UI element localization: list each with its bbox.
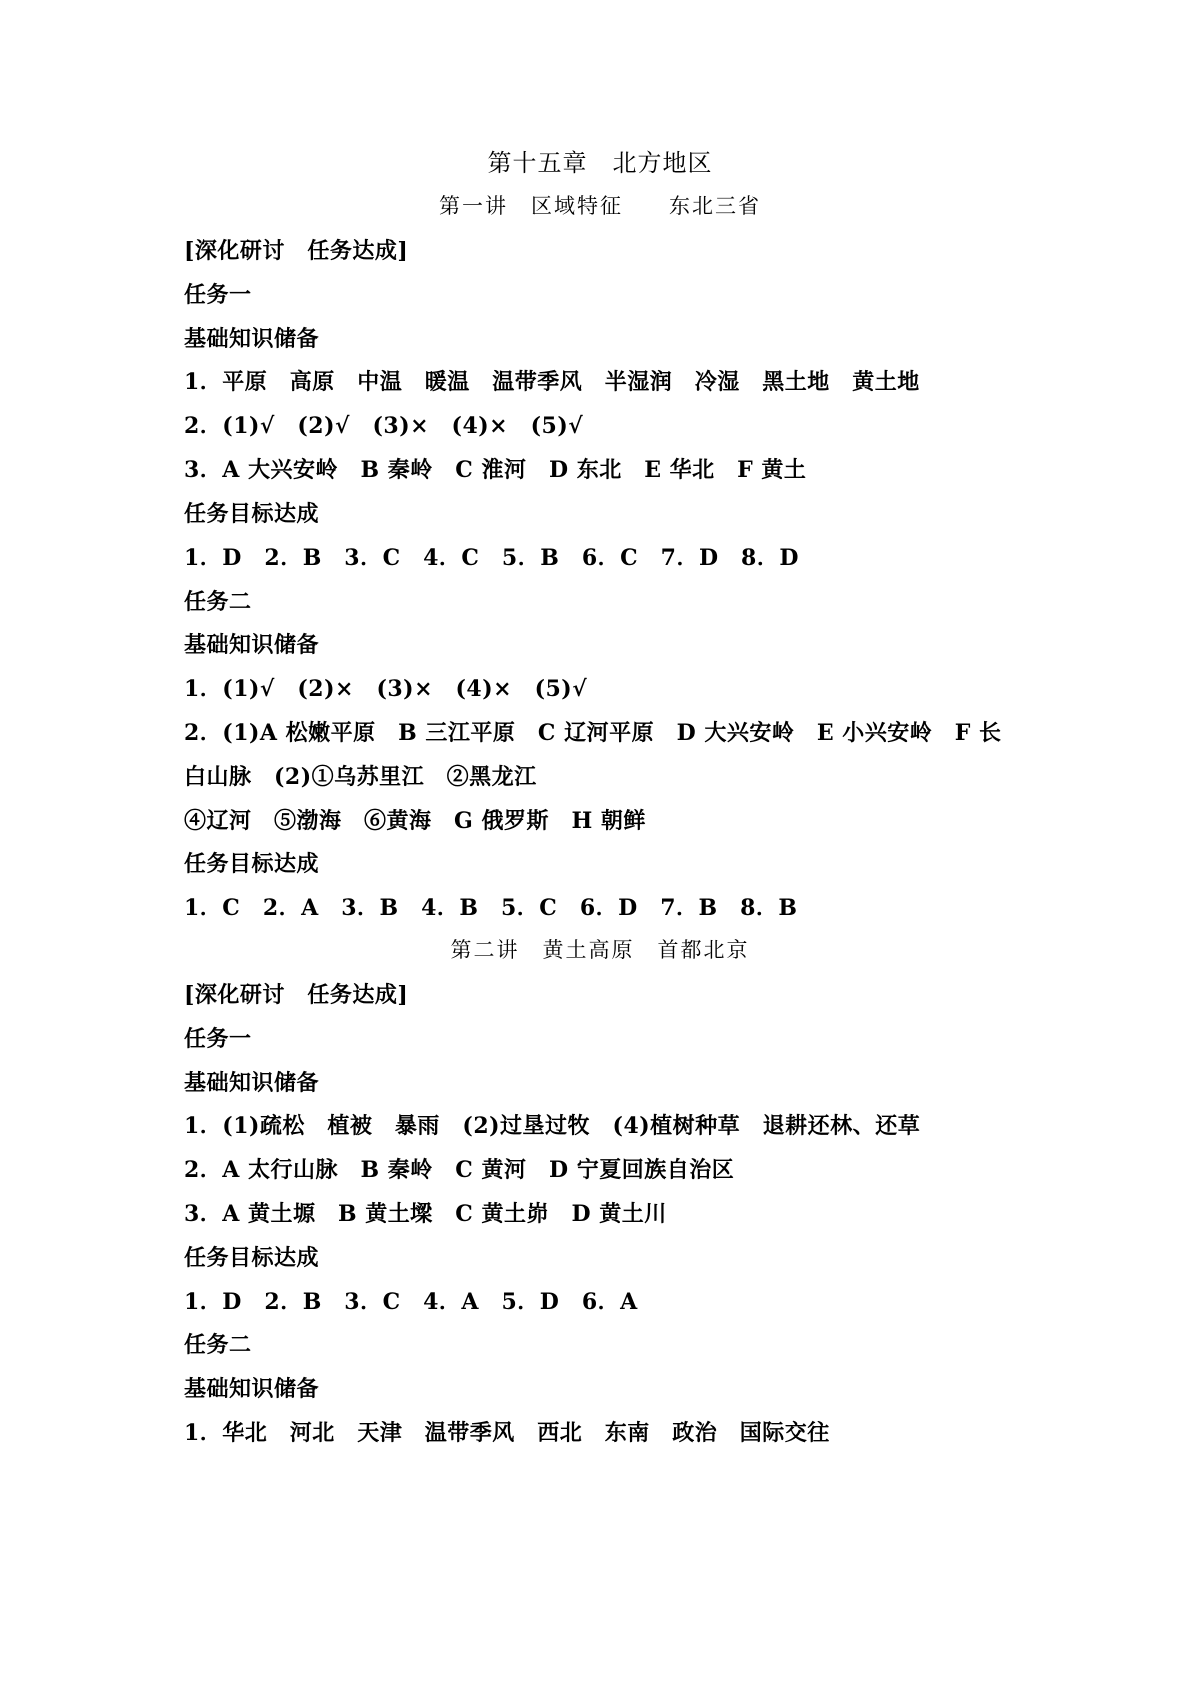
basic-knowledge-heading: 基础知识储备 [184, 1070, 320, 1096]
answer-line: 3．A 大兴安岭 B 秦岭 C 淮河 D 东北 E 华北 F 黄土 [184, 457, 807, 483]
task-1-title: 任务一 [184, 282, 252, 308]
basic-knowledge-heading: 基础知识储备 [184, 632, 320, 658]
task-goal-heading: 任务目标达成 [184, 1245, 320, 1271]
task-goal-heading: 任务目标达成 [184, 851, 320, 877]
task-2-title: 任务二 [184, 1332, 252, 1358]
section-heading: [深化研讨 任务达成] [184, 238, 409, 264]
answer-line: 1．(1)√ (2)× (3)× (4)× (5)√ [184, 676, 588, 702]
answer-line: 1．平原 高原 中温 暖温 温带季风 半湿润 冷湿 黑土地 黄土地 [184, 369, 920, 395]
answer-line: 1．D 2．B 3．C 4．A 5．D 6．A [184, 1289, 638, 1315]
task-2-title: 任务二 [184, 589, 252, 615]
section-heading: [深化研讨 任务达成] [184, 982, 409, 1008]
lecture-1-title: 第一讲 区域特征 东北三省 [439, 194, 761, 218]
basic-knowledge-heading: 基础知识储备 [184, 1376, 320, 1402]
chapter-title: 第十五章 北方地区 [487, 149, 713, 177]
lecture-2-title: 第二讲 黄土高原 首都北京 [450, 938, 750, 962]
answer-line: 2．(1)√ (2)√ (3)× (4)× (5)√ [184, 413, 584, 439]
answer-line: 1．(1)疏松 植被 暴雨 (2)过垦过牧 (4)植树种草 退耕还林、还草 [184, 1113, 921, 1139]
answer-line: 2．A 太行山脉 B 秦岭 C 黄河 D 宁夏回族自治区 [184, 1157, 735, 1183]
answer-line: ④辽河 ⑤渤海 ⑥黄海 G 俄罗斯 H 朝鲜 [184, 808, 646, 834]
answer-line: 1．C 2．A 3．B 4．B 5．C 6．D 7．B 8．B [184, 895, 798, 921]
answer-line: 1．D 2．B 3．C 4．C 5．B 6．C 7．D 8．D [184, 545, 799, 571]
task-goal-heading: 任务目标达成 [184, 501, 320, 527]
task-1-title: 任务一 [184, 1026, 252, 1052]
basic-knowledge-heading: 基础知识储备 [184, 326, 320, 352]
answer-line: 2．(1)A 松嫩平原 B 三江平原 C 辽河平原 D 大兴安岭 E 小兴安岭 F 长 [184, 720, 1002, 746]
answer-line: 1．华北 河北 天津 温带季风 西北 东南 政治 国际交往 [184, 1420, 830, 1446]
answer-line: 3．A 黄土塬 B 黄土墚 C 黄土峁 D 黄土川 [184, 1201, 667, 1227]
answer-line: 白山脉 (2)①乌苏里江 ②黑龙江 [184, 764, 537, 790]
